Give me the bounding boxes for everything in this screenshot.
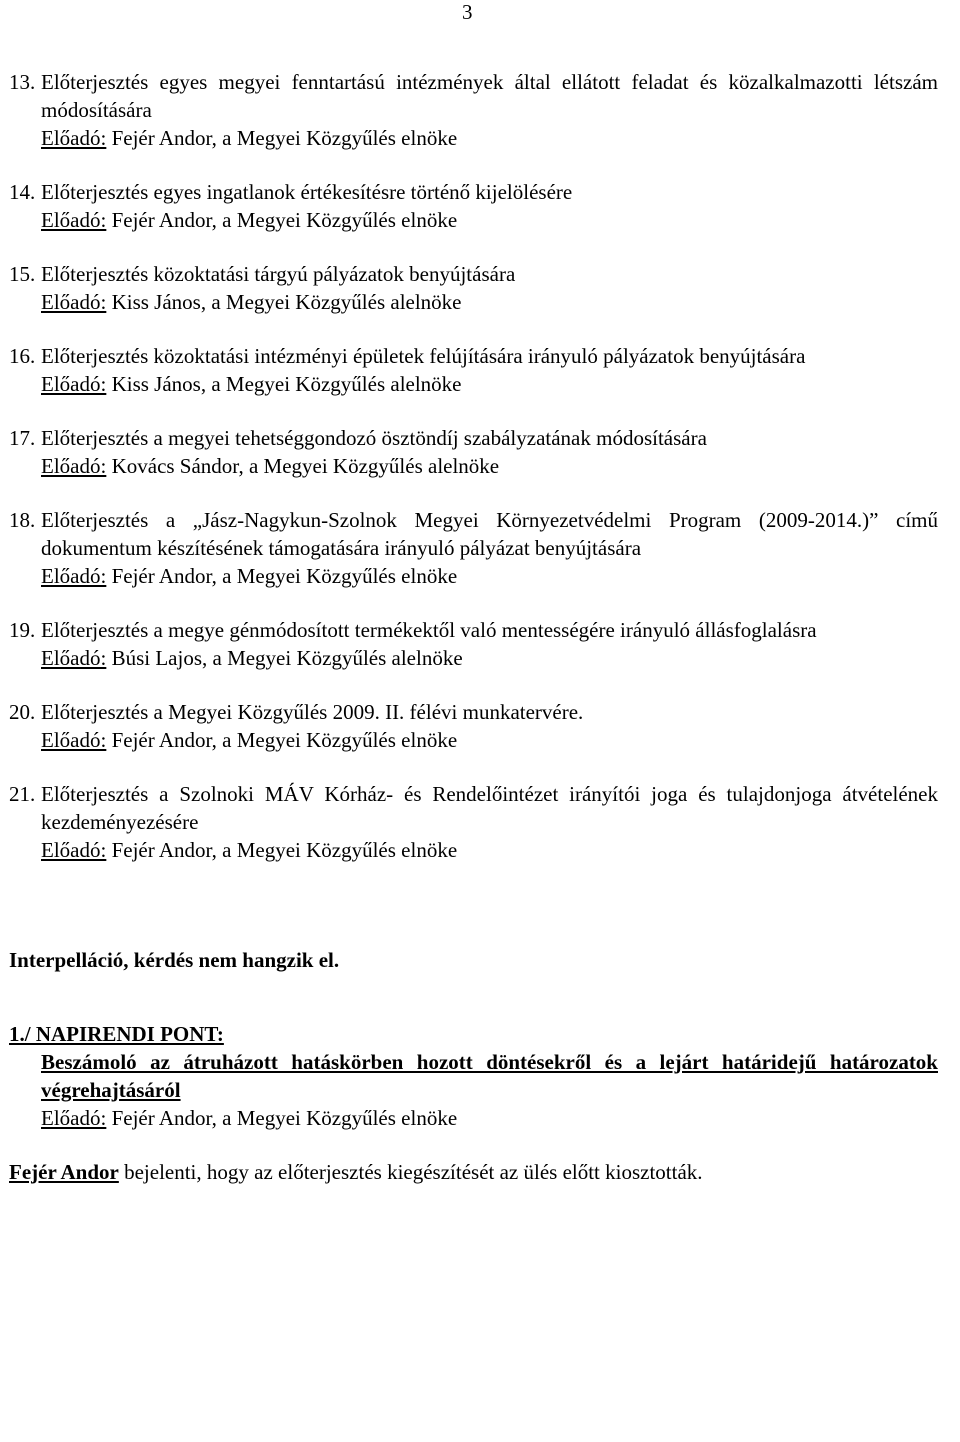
presenter-label: Előadó: [41,454,107,478]
item-number: 16. [9,344,36,368]
agenda-item-14 [9,178,938,234]
item-title: Előterjesztés a „Jász-Nagykun-Szolnok Megyei Környezetvédelmi Program (2009-2014.)” című dokumentum készítésének támogatására irányuló pályázat benyújtására [41,508,938,560]
agenda-item-13 [9,68,938,152]
agenda-point-heading: 1./ NAPIRENDI PONT: [9,1022,224,1046]
item-number: 13. [9,70,36,94]
item-presenter [41,562,938,590]
item-title: Előterjesztés a Szolnoki MÁV Kórház- és Rendelőintézet irányítói joga és tulajdonjoga átvételének kezdeményezésére [41,782,938,834]
presenter-name: Fejér Andor, a Megyei Közgyűlés elnöke [106,728,458,752]
item-number: 17. [9,426,36,450]
item-title: Előterjesztés a megye génmódosított termékektől való mentességére irányuló állásfoglalásra [41,618,817,642]
agenda-item-19 [9,616,938,672]
interpellation-note: Interpelláció, kérdés nem hangzik el. [9,948,340,972]
agenda-item-17 [9,424,938,480]
presenter-name: Búsi Lajos, a Megyei Közgyűlés alelnöke [106,646,463,670]
agenda-point-section [9,1020,938,1132]
item-presenter [41,836,938,864]
item-title: Előterjesztés a megyei tehetséggondozó ösztöndíj szabályzatának módosítására [41,426,707,450]
item-number: 20. [9,700,36,724]
item-presenter [41,644,938,672]
document-body [9,68,938,1186]
item-title: Előterjesztés közoktatási intézményi épületek felújítására irányuló pályázatok benyújtására [41,344,806,368]
item-number: 14. [9,180,36,204]
item-number: 18. [9,508,36,532]
agenda-item-16 [9,342,938,398]
presenter-label: Előadó: [41,208,107,232]
presenter-label: Előadó: [41,838,107,862]
closing-text: bejelenti, hogy az előterjesztés kiegészítését az ülés előtt kiosztották. [118,1160,703,1184]
item-presenter [41,726,938,754]
presenter-label: Előadó: [41,126,107,150]
presenter-label: Előadó: [41,290,107,314]
presenter-name: Fejér Andor, a Megyei Közgyűlés elnöke [106,1106,458,1130]
agenda-point-subject: Beszámoló az átruházott hatáskörben hozott döntésekről és a lejárt határidejű határozatok végrehajtásáról [41,1050,938,1102]
presenter-name: Kovács Sándor, a Megyei Közgyűlés alelnöke [106,454,500,478]
agenda-item-20 [9,698,938,754]
presenter-name: Fejér Andor, a Megyei Közgyűlés elnöke [106,838,458,862]
item-presenter [41,206,938,234]
presenter-name: Fejér Andor, a Megyei Közgyűlés elnöke [106,208,458,232]
presenter-name: Kiss János, a Megyei Közgyűlés alelnöke [106,372,462,396]
item-presenter [41,288,938,316]
speaker-name: Fejér Andor [9,1160,119,1184]
item-title: Előterjesztés egyes megyei fenntartású intézmények által ellátott feladat és közalkalmazotti létszám módosítására [41,70,938,122]
closing-paragraph [9,1158,938,1186]
item-number: 15. [9,262,36,286]
item-presenter [41,452,938,480]
page-number: 3 [462,0,473,24]
item-presenter [41,124,938,152]
item-title: Előterjesztés egyes ingatlanok értékesítésre történő kijelölésére [41,180,573,204]
item-number: 21. [9,782,36,806]
agenda-item-15 [9,260,938,316]
presenter-label: Előadó: [41,564,107,588]
agenda-item-21 [9,780,938,864]
item-number: 19. [9,618,36,642]
presenter-label: Előadó: [41,1106,107,1130]
item-presenter [41,370,938,398]
agenda-point-presenter [41,1104,938,1132]
presenter-name: Fejér Andor, a Megyei Közgyűlés elnöke [106,564,458,588]
presenter-label: Előadó: [41,646,107,670]
presenter-name: Kiss János, a Megyei Közgyűlés alelnöke [106,290,462,314]
agenda-item-18 [9,506,938,590]
item-title: Előterjesztés közoktatási tárgyú pályázatok benyújtására [41,262,516,286]
item-title: Előterjesztés a Megyei Közgyűlés 2009. II. félévi munkatervére. [41,700,584,724]
agenda-point-body [9,1048,938,1132]
presenter-label: Előadó: [41,372,107,396]
presenter-name: Fejér Andor, a Megyei Közgyűlés elnöke [106,126,458,150]
presenter-label: Előadó: [41,728,107,752]
